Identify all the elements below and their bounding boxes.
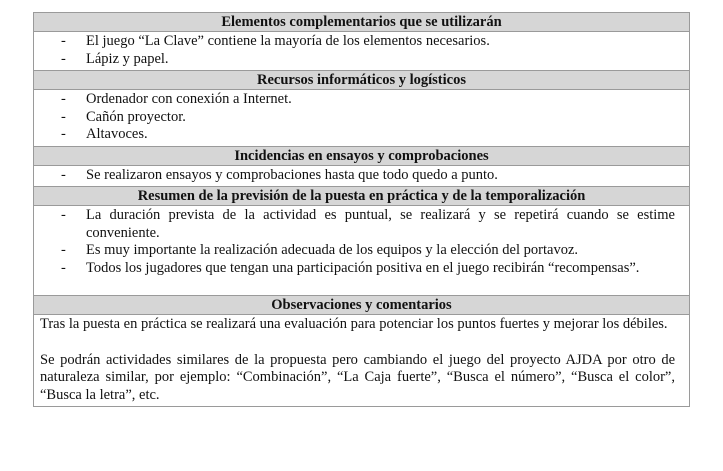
- planning-table: [33, 12, 690, 407]
- section-heading-observaciones: Observaciones y comentarios: [34, 295, 689, 314]
- bullet-dash: -: [61, 108, 66, 125]
- section-body-elementos: [34, 31, 689, 70]
- section-body-incidencias: [34, 165, 689, 187]
- list-item: - Ordenador con conexión a Internet.: [61, 91, 292, 107]
- bullet-dash: -: [61, 33, 66, 49]
- paragraph-spacer: [34, 334, 689, 352]
- bullet-dash: -: [61, 207, 66, 223]
- bullet-dash: -: [61, 166, 66, 183]
- section-body-resumen: [34, 205, 689, 295]
- list-item: - La duración prevista de la actividad es puntual, se realizará y se repetirá cuando se estime conveniente.: [61, 207, 675, 241]
- bullet-dash: -: [61, 91, 66, 107]
- section-heading-incidencias: Incidencias en ensayos y comprobaciones: [34, 146, 689, 165]
- paragraph: Tras la puesta en práctica se realizará una evaluación para potenciar los puntos fuertes y mejorar los débiles.: [40, 316, 668, 332]
- list-item: - Altavoces.: [61, 126, 148, 142]
- list-item: - Cañón proyector.: [61, 108, 186, 125]
- bullet-dash: -: [61, 259, 66, 276]
- section-body-recursos: [34, 89, 689, 146]
- bullet-dash: -: [61, 242, 66, 258]
- list-item: - Todos los jugadores que tengan una participación positiva en el juego recibirán “recompensas”.: [61, 259, 640, 276]
- list-item: - Lápiz y papel.: [61, 50, 169, 67]
- list-item: - Es muy importante la realización adecuada de los equipos y la elección del portavoz.: [61, 242, 579, 258]
- section-heading-recursos: Recursos informáticos y logísticos: [34, 70, 689, 89]
- list-item: - El juego “La Clave” contiene la mayoría de los elementos necesarios.: [61, 33, 490, 49]
- paragraph: Se podrán actividades similares de la propuesta pero cambiando el juego del proyecto AJDA por otro de naturaleza similar, por ejemplo: “Combinación”, “La Caja fuerte”, “Busca el número”, “Busca el color”, “Busca la letra”, etc.: [40, 351, 675, 403]
- section-heading-elementos: Elementos complementarios que se utilizarán: [34, 13, 689, 31]
- section-body-observaciones: [34, 314, 689, 406]
- bullet-dash: -: [61, 50, 66, 67]
- list-item: - Se realizaron ensayos y comprobaciones hasta que todo quedo a punto.: [61, 166, 498, 183]
- bullet-dash: -: [61, 126, 66, 142]
- section-heading-resumen: Resumen de la previsión de la puesta en práctica y de la temporalización: [34, 186, 689, 205]
